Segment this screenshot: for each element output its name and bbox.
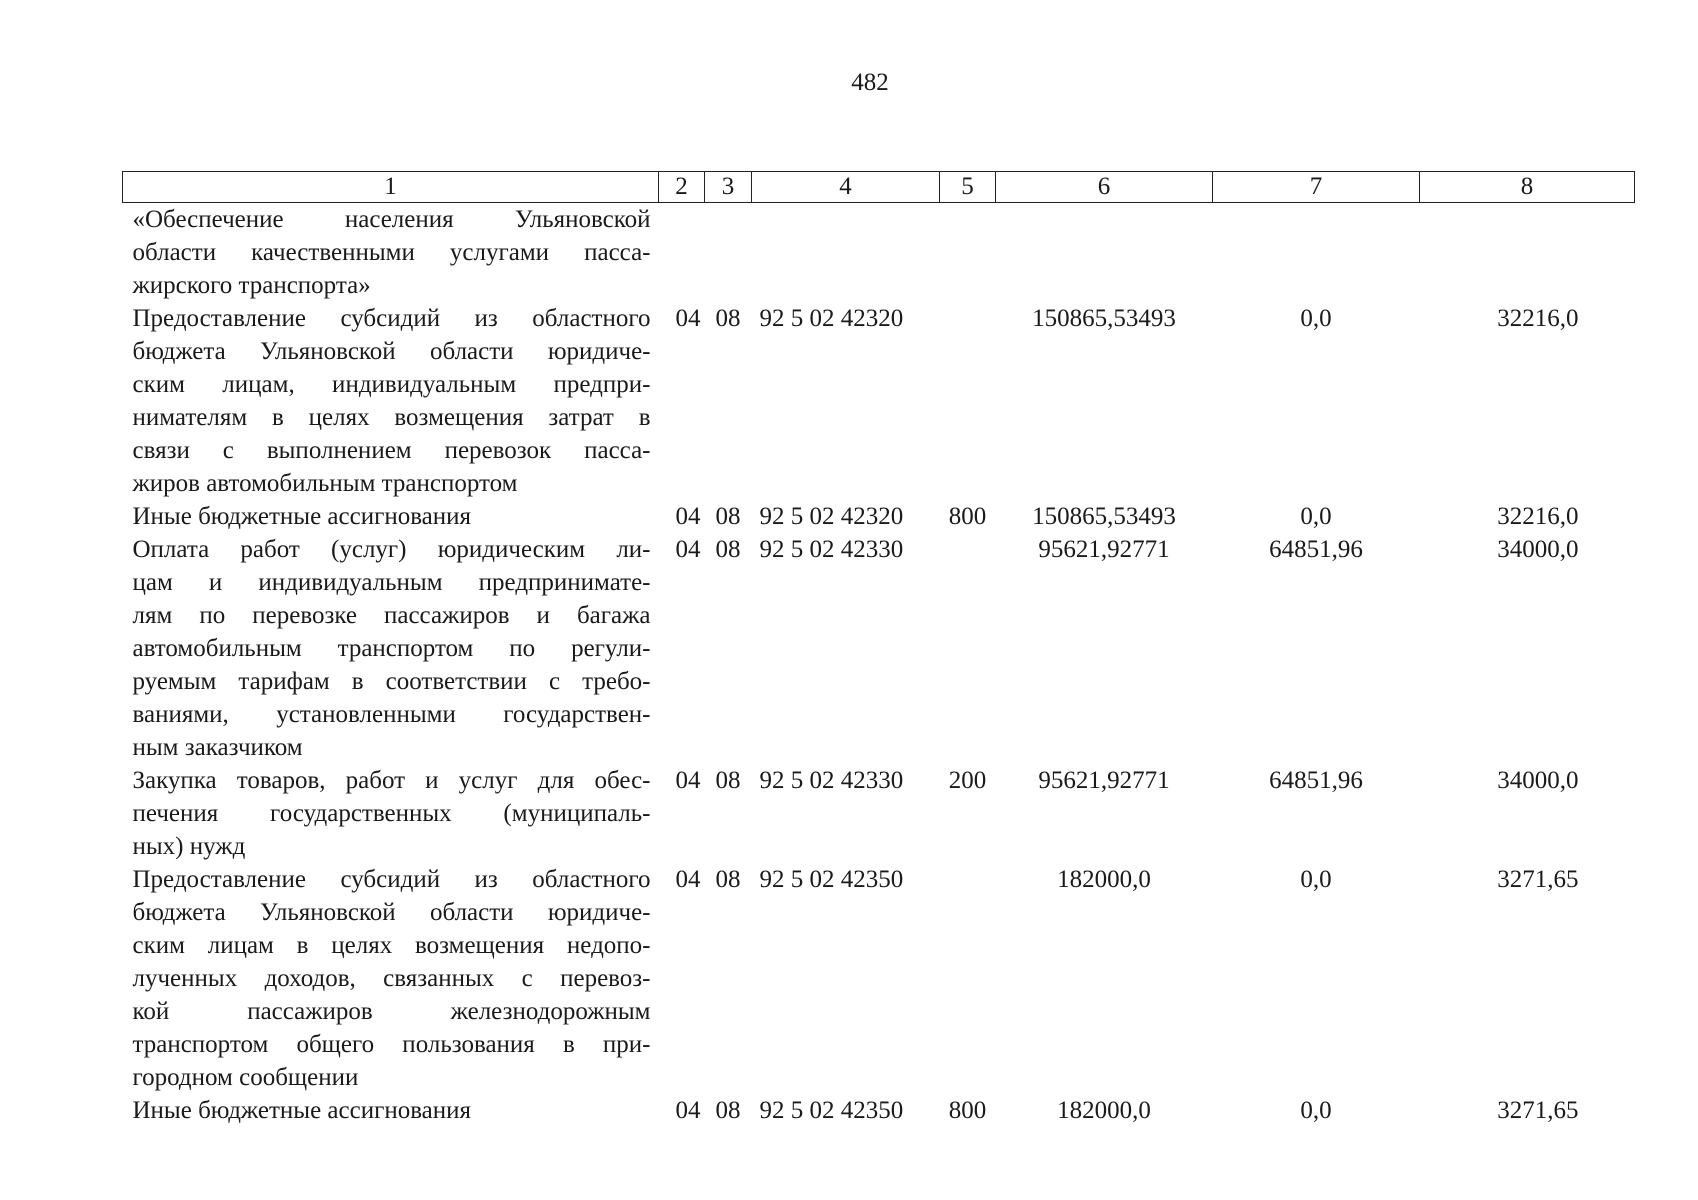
amount-col-7: 64851,96 [1269, 767, 1363, 794]
table-row [123, 203, 1635, 303]
row-description [123, 1094, 659, 1127]
row-description [123, 203, 659, 303]
expense-type-code [940, 863, 996, 1094]
subsection-code: 08 [715, 305, 741, 332]
target-article-code: 92 5 02 42330 [759, 536, 904, 563]
budget-table-container [122, 171, 1634, 1127]
amount-col-7: 0,0 [1300, 305, 1332, 332]
amount-col-8: 32216,0 [1497, 305, 1579, 332]
amount-col-8: 34000,0 [1497, 767, 1579, 794]
expense-type-code: 800 [948, 503, 987, 530]
column-number-header-row [123, 172, 1635, 203]
amount-col-7: 64851,96 [1269, 536, 1363, 563]
target-article-code: 92 5 02 42350 [759, 866, 904, 893]
description-line: руемым тарифам в соответствии с требо- [132, 668, 651, 695]
section-code: 04 [675, 305, 701, 332]
description-line: печения государственных (муниципаль- [132, 800, 651, 827]
amount-col-7 [1213, 203, 1420, 303]
description-line: жирского транспорта» [132, 272, 371, 299]
description-line: жиров автомобильным транспортом [132, 470, 518, 497]
description-line: Иные бюджетные ассигнования [132, 1097, 472, 1124]
expense-type-code [940, 302, 996, 500]
column-header-7: 7 [1213, 172, 1420, 203]
table-body [123, 203, 1635, 1128]
description-line: ным заказчиком [132, 734, 303, 761]
subsection-code: 08 [715, 866, 741, 893]
description-line: ским лицам, индивидуальным предпри- [132, 371, 651, 398]
description-line: ваниями, установленными государствен- [132, 701, 651, 728]
description-line: городном сообщении [132, 1064, 359, 1091]
column-header-4: 4 [752, 172, 940, 203]
amount-col-8: 3271,65 [1497, 866, 1579, 893]
amount-col-6: 150865,53493 [1032, 503, 1176, 530]
description-line: транспортом общего пользования в при- [132, 1031, 651, 1058]
expense-type-code [940, 203, 996, 303]
column-header-2: 2 [659, 172, 705, 203]
row-description [123, 764, 659, 863]
target-article-code [752, 203, 940, 303]
row-description [123, 302, 659, 500]
description-line: цам и индивидуальным предпринимате- [132, 569, 651, 596]
table-row [123, 533, 1635, 764]
description-line: бюджета Ульяновской области юридиче- [132, 338, 651, 365]
amount-col-6: 182000,0 [1057, 866, 1151, 893]
expense-type-code: 800 [948, 1097, 987, 1124]
amount-col-8: 32216,0 [1497, 503, 1579, 530]
amount-col-6: 150865,53493 [1032, 305, 1176, 332]
section-code: 04 [675, 767, 701, 794]
description-line: Закупка товаров, работ и услуг для обес- [132, 767, 651, 794]
table-row [123, 764, 1635, 863]
description-line: ных) нужд [132, 833, 246, 860]
column-header-3: 3 [705, 172, 752, 203]
table-row [123, 863, 1635, 1094]
column-header-1: 1 [123, 172, 659, 203]
row-description [123, 500, 659, 533]
amount-col-6: 182000,0 [1057, 1097, 1151, 1124]
description-line: Иные бюджетные ассигнования [132, 503, 472, 530]
section-code: 04 [675, 503, 701, 530]
description-line: бюджета Ульяновской области юридиче- [132, 899, 651, 926]
subsection-code: 08 [715, 1097, 741, 1124]
subsection-code: 08 [715, 503, 741, 530]
description-line: Оплата работ (услуг) юридическим ли- [132, 536, 651, 563]
amount-col-6: 95621,92771 [1038, 767, 1170, 794]
description-line: автомобильным транспортом по регули- [132, 635, 651, 662]
budget-table [122, 171, 1635, 1127]
target-article-code: 92 5 02 42330 [759, 767, 904, 794]
page-number: 482 [851, 69, 889, 96]
expense-type-code [940, 533, 996, 764]
description-line: лям по перевозке пассажиров и багажа [132, 602, 651, 629]
column-header-8: 8 [1420, 172, 1635, 203]
description-line: «Обеспечение населения Ульяновской [132, 206, 651, 233]
table-row [123, 1094, 1635, 1127]
subsection-code: 08 [715, 536, 741, 563]
subsection-code: 08 [715, 767, 741, 794]
target-article-code: 92 5 02 42320 [759, 305, 904, 332]
row-description [123, 863, 659, 1094]
description-line: нимателям в целях возмещения затрат в [132, 404, 651, 431]
amount-col-7: 0,0 [1300, 503, 1332, 530]
amount-col-8: 34000,0 [1497, 536, 1579, 563]
target-article-code: 92 5 02 42350 [759, 1097, 904, 1124]
column-header-6: 6 [996, 172, 1213, 203]
expense-type-code: 200 [948, 767, 987, 794]
description-line: кой пассажиров железнодорожным [132, 998, 651, 1025]
description-line: связи с выполнением перевозок пасса- [132, 437, 651, 464]
row-description [123, 533, 659, 764]
subsection-code [705, 203, 752, 303]
amount-col-8 [1420, 203, 1635, 303]
description-line: Предоставление субсидий из областного [132, 305, 651, 332]
description-line: Предоставление субсидий из областного [132, 866, 651, 893]
target-article-code: 92 5 02 42320 [759, 503, 904, 530]
amount-col-8: 3271,65 [1497, 1097, 1579, 1124]
section-code [659, 203, 705, 303]
amount-col-7: 0,0 [1300, 1097, 1332, 1124]
amount-col-7: 0,0 [1300, 866, 1332, 893]
section-code: 04 [675, 866, 701, 893]
table-row [123, 500, 1635, 533]
description-line: ским лицам в целях возмещения недопо- [132, 932, 651, 959]
section-code: 04 [675, 536, 701, 563]
column-header-5: 5 [940, 172, 996, 203]
table-row [123, 302, 1635, 500]
description-line: лученных доходов, связанных с перевоз- [132, 965, 651, 992]
amount-col-6: 95621,92771 [1038, 536, 1170, 563]
amount-col-6 [996, 203, 1213, 303]
section-code: 04 [675, 1097, 701, 1124]
description-line: области качественными услугами пасса- [132, 239, 651, 266]
